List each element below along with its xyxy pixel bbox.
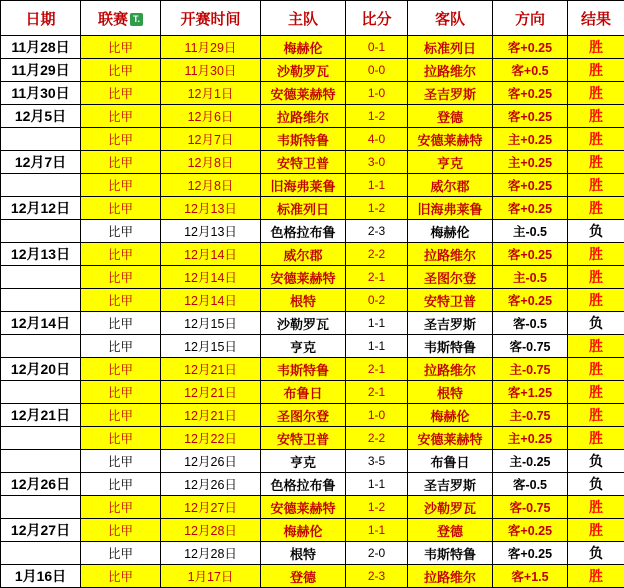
status-badge: 负 [568,220,624,243]
cell-date: 12月21日 [1,404,81,427]
cell-home-team: 亨克 [261,450,346,473]
cell-league: 比甲 [81,151,161,174]
cell-direction: 主-0.25 [493,450,568,473]
cell-home-team: 色格拉布鲁 [261,220,346,243]
cell-kickoff-time: 12月26日 [161,450,261,473]
cell-date: 12月26日 [1,473,81,496]
column-header-home-team[interactable]: 主队 [261,1,346,36]
cell-away-team: 圣吉罗斯 [408,473,493,496]
cell-home-team: 韦斯特鲁 [261,358,346,381]
status-badge: 胜 [568,427,624,450]
cell-score: 2-1 [346,266,408,289]
cell-league: 比甲 [81,335,161,358]
status-badge: 胜 [568,82,624,105]
cell-score: 0-2 [346,289,408,312]
cell-league: 比甲 [81,358,161,381]
cell-league: 比甲 [81,427,161,450]
cell-date: 12月13日 [1,243,81,266]
cell-away-team: 圣吉罗斯 [408,312,493,335]
cell-home-team: 根特 [261,289,346,312]
status-badge: 胜 [568,289,624,312]
cell-kickoff-time: 11月30日 [161,59,261,82]
table-row[interactable] [1,59,624,82]
cell-kickoff-time: 12月6日 [161,105,261,128]
status-badge: 胜 [568,335,624,358]
cell-date: 11月28日 [1,36,81,59]
cell-date [1,128,81,151]
cell-score: 2-3 [346,565,408,588]
cell-date [1,266,81,289]
cell-kickoff-time: 12月28日 [161,542,261,565]
cell-direction: 客+0.25 [493,519,568,542]
cell-direction: 客+0.25 [493,542,568,565]
cell-league: 比甲 [81,450,161,473]
cell-kickoff-time: 12月14日 [161,243,261,266]
cell-kickoff-time: 12月8日 [161,151,261,174]
cell-home-team: 安特卫普 [261,427,346,450]
cell-kickoff-time: 12月26日 [161,473,261,496]
cell-date [1,381,81,404]
cell-league: 比甲 [81,312,161,335]
cell-kickoff-time: 12月14日 [161,289,261,312]
cell-away-team: 拉路维尔 [408,243,493,266]
cell-score: 1-1 [346,312,408,335]
cell-home-team: 沙勒罗瓦 [261,312,346,335]
status-badge: 胜 [568,174,624,197]
table-row[interactable] [1,312,624,335]
table-header-row [1,1,624,36]
cell-away-team: 登德 [408,105,493,128]
cell-home-team: 安特卫普 [261,151,346,174]
cell-league: 比甲 [81,220,161,243]
cell-home-team: 梅赫伦 [261,36,346,59]
status-badge: 负 [568,312,624,335]
cell-score: 2-3 [346,220,408,243]
cell-score: 2-0 [346,542,408,565]
cell-date [1,542,81,565]
column-header-result[interactable]: 结果 [568,1,624,36]
cell-away-team: 梅赫伦 [408,220,493,243]
cell-direction: 主-0.5 [493,220,568,243]
table-row[interactable] [1,82,624,105]
cell-away-team: 安德莱赫特 [408,128,493,151]
cell-score: 2-2 [346,427,408,450]
cell-direction: 客+0.25 [493,243,568,266]
status-badge: 胜 [568,381,624,404]
cell-away-team: 布鲁日 [408,450,493,473]
table-row[interactable] [1,565,624,588]
cell-away-team: 旧海弗莱鲁 [408,197,493,220]
cell-direction: 主+0.25 [493,427,568,450]
cell-away-team: 沙勒罗瓦 [408,496,493,519]
cell-date: 12月14日 [1,312,81,335]
cell-kickoff-time: 12月7日 [161,128,261,151]
cell-kickoff-time: 12月13日 [161,220,261,243]
cell-direction: 客+0.25 [493,105,568,128]
cell-date: 12月7日 [1,151,81,174]
cell-kickoff-time: 12月21日 [161,358,261,381]
cell-direction: 客-0.75 [493,335,568,358]
cell-direction: 主-0.5 [493,266,568,289]
column-header-league[interactable] [81,1,161,36]
cell-league: 比甲 [81,243,161,266]
cell-league: 比甲 [81,565,161,588]
column-header-score[interactable]: 比分 [346,1,408,36]
status-badge: 胜 [568,565,624,588]
cell-league: 比甲 [81,496,161,519]
cell-kickoff-time: 1月17日 [161,565,261,588]
table-row[interactable] [1,151,624,174]
cell-away-team: 韦斯特鲁 [408,335,493,358]
cell-date: 11月29日 [1,59,81,82]
cell-league: 比甲 [81,105,161,128]
cell-score: 1-0 [346,82,408,105]
cell-score: 1-0 [346,404,408,427]
status-badge: 胜 [568,59,624,82]
table-row[interactable] [1,542,624,565]
cell-date: 12月27日 [1,519,81,542]
cell-score: 0-0 [346,59,408,82]
table-row[interactable] [1,105,624,128]
table-row[interactable] [1,220,624,243]
status-badge: 胜 [568,358,624,381]
cell-score: 2-2 [346,243,408,266]
table-row[interactable] [1,473,624,496]
cell-score: 1-1 [346,174,408,197]
cell-league: 比甲 [81,519,161,542]
cell-home-team: 色格拉布鲁 [261,473,346,496]
cell-league: 比甲 [81,174,161,197]
cell-date: 1月16日 [1,565,81,588]
cell-date: 12月20日 [1,358,81,381]
cell-league: 比甲 [81,542,161,565]
status-badge: 负 [568,473,624,496]
cell-kickoff-time: 12月22日 [161,427,261,450]
cell-home-team: 梅赫伦 [261,519,346,542]
cell-home-team: 圣图尔登 [261,404,346,427]
cell-kickoff-time: 12月8日 [161,174,261,197]
table-row[interactable] [1,36,624,59]
column-header-direction[interactable]: 方向 [493,1,568,36]
cell-direction: 客+0.25 [493,36,568,59]
status-badge: 负 [568,450,624,473]
cell-home-team: 韦斯特鲁 [261,128,346,151]
table-row[interactable] [1,496,624,519]
cell-direction: 客+0.5 [493,59,568,82]
cell-direction: 客+1.5 [493,565,568,588]
league-badge-icon: T. [130,13,143,26]
cell-league: 比甲 [81,473,161,496]
cell-score: 1-1 [346,519,408,542]
cell-direction: 客-0.5 [493,473,568,496]
status-badge: 胜 [568,496,624,519]
cell-score: 3-0 [346,151,408,174]
cell-kickoff-time: 12月14日 [161,266,261,289]
status-badge: 胜 [568,197,624,220]
cell-home-team: 沙勒罗瓦 [261,59,346,82]
cell-date [1,289,81,312]
cell-direction: 客+0.25 [493,82,568,105]
cell-direction: 主+0.25 [493,151,568,174]
cell-kickoff-time: 12月13日 [161,197,261,220]
cell-kickoff-time: 12月21日 [161,381,261,404]
cell-direction: 客+0.25 [493,289,568,312]
table-row[interactable] [1,358,624,381]
cell-away-team: 圣图尔登 [408,266,493,289]
cell-league: 比甲 [81,82,161,105]
cell-date [1,220,81,243]
cell-away-team: 威尔郡 [408,174,493,197]
table-row[interactable] [1,335,624,358]
cell-home-team: 安德莱赫特 [261,496,346,519]
cell-date: 11月30日 [1,82,81,105]
cell-home-team: 登德 [261,565,346,588]
cell-direction: 客+0.25 [493,174,568,197]
cell-date [1,496,81,519]
cell-home-team: 安德莱赫特 [261,82,346,105]
cell-home-team: 根特 [261,542,346,565]
cell-kickoff-time: 12月27日 [161,496,261,519]
table-row[interactable] [1,243,624,266]
table-row[interactable] [1,381,624,404]
column-header-kickoff-time[interactable]: 开赛时间 [161,1,261,36]
league-header-label: 联赛 [98,11,128,28]
status-badge: 胜 [568,266,624,289]
cell-score: 2-1 [346,358,408,381]
cell-date [1,450,81,473]
table-row[interactable] [1,519,624,542]
cell-away-team: 根特 [408,381,493,404]
cell-league: 比甲 [81,404,161,427]
cell-date [1,174,81,197]
status-badge: 胜 [568,404,624,427]
cell-direction: 主-0.75 [493,358,568,381]
status-badge: 胜 [568,105,624,128]
cell-home-team: 布鲁日 [261,381,346,404]
cell-league: 比甲 [81,289,161,312]
table-row[interactable] [1,427,624,450]
cell-direction: 客+0.25 [493,197,568,220]
cell-score: 4-0 [346,128,408,151]
cell-away-team: 安特卫普 [408,289,493,312]
table-row[interactable] [1,289,624,312]
cell-score: 1-1 [346,473,408,496]
cell-away-team: 拉路维尔 [408,59,493,82]
cell-league: 比甲 [81,381,161,404]
cell-date: 12月12日 [1,197,81,220]
cell-away-team: 梅赫伦 [408,404,493,427]
cell-direction: 主-0.75 [493,404,568,427]
status-badge: 胜 [568,243,624,266]
cell-home-team: 威尔郡 [261,243,346,266]
cell-score: 2-1 [346,381,408,404]
cell-kickoff-time: 12月28日 [161,519,261,542]
cell-home-team: 拉路维尔 [261,105,346,128]
column-header-away-team[interactable]: 客队 [408,1,493,36]
cell-direction: 主+0.25 [493,128,568,151]
table-row[interactable] [1,197,624,220]
cell-kickoff-time: 12月1日 [161,82,261,105]
cell-date: 12月5日 [1,105,81,128]
status-badge: 胜 [568,151,624,174]
cell-league: 比甲 [81,36,161,59]
cell-away-team: 韦斯特鲁 [408,542,493,565]
cell-league: 比甲 [81,128,161,151]
table-row[interactable] [1,128,624,151]
cell-home-team: 亨克 [261,335,346,358]
cell-kickoff-time: 11月29日 [161,36,261,59]
cell-direction: 客+1.25 [493,381,568,404]
cell-score: 0-1 [346,36,408,59]
cell-kickoff-time: 12月15日 [161,335,261,358]
cell-direction: 客-0.5 [493,312,568,335]
cell-home-team: 旧海弗莱鲁 [261,174,346,197]
table-row[interactable] [1,404,624,427]
cell-score: 1-2 [346,496,408,519]
table-row[interactable] [1,266,624,289]
cell-league: 比甲 [81,59,161,82]
cell-score: 1-1 [346,335,408,358]
cell-away-team: 圣吉罗斯 [408,82,493,105]
cell-away-team: 亨克 [408,151,493,174]
cell-league: 比甲 [81,197,161,220]
cell-direction: 客-0.75 [493,496,568,519]
cell-away-team: 标准列日 [408,36,493,59]
cell-away-team: 安德莱赫特 [408,427,493,450]
cell-score: 3-5 [346,450,408,473]
cell-date [1,427,81,450]
cell-score: 1-2 [346,105,408,128]
cell-score: 1-2 [346,197,408,220]
cell-kickoff-time: 12月21日 [161,404,261,427]
table-row[interactable] [1,450,624,473]
status-badge: 胜 [568,36,624,59]
cell-home-team: 标准列日 [261,197,346,220]
status-badge: 负 [568,542,624,565]
cell-away-team: 拉路维尔 [408,565,493,588]
cell-league: 比甲 [81,266,161,289]
status-badge: 胜 [568,519,624,542]
cell-home-team: 安德莱赫特 [261,266,346,289]
cell-away-team: 拉路维尔 [408,358,493,381]
cell-away-team: 登德 [408,519,493,542]
table-row[interactable] [1,174,624,197]
cell-date [1,335,81,358]
status-badge: 胜 [568,128,624,151]
column-header-date[interactable]: 日期 [1,1,81,36]
cell-kickoff-time: 12月15日 [161,312,261,335]
